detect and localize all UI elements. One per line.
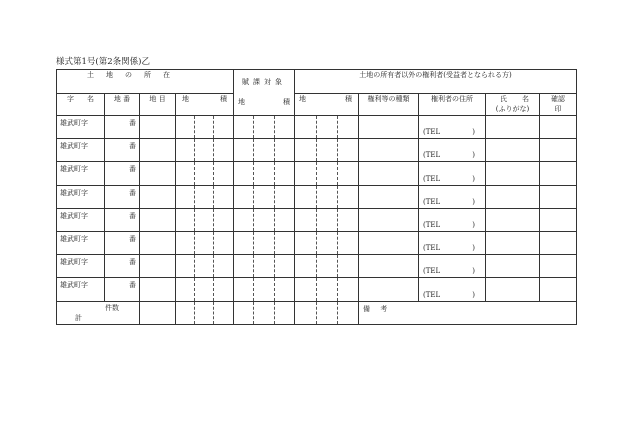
row-confirm[interactable] bbox=[540, 255, 577, 278]
row-name[interactable] bbox=[486, 162, 540, 185]
row-rh-area[interactable] bbox=[295, 231, 359, 254]
row-tel-open: (TEL bbox=[423, 128, 441, 137]
row-tel-open: (TEL bbox=[423, 151, 441, 160]
row-tel-close: ) bbox=[472, 128, 475, 137]
tax-target-sub-right: 積 bbox=[283, 98, 290, 106]
row-right-type[interactable] bbox=[359, 231, 419, 254]
remarks-label: 備 考 bbox=[363, 304, 392, 313]
col-rh-address: 権利者の住所 bbox=[419, 94, 486, 116]
row-rh-area[interactable] bbox=[295, 185, 359, 208]
row-tel-close: ) bbox=[472, 174, 475, 183]
totals-row bbox=[57, 301, 577, 324]
row-chimoku[interactable] bbox=[140, 278, 176, 301]
row-right-type[interactable] bbox=[359, 116, 419, 139]
row-tax-area[interactable] bbox=[234, 208, 295, 231]
row-area[interactable] bbox=[176, 116, 234, 139]
row-rh-area[interactable] bbox=[295, 208, 359, 231]
row-confirm[interactable] bbox=[540, 162, 577, 185]
tax-target-label: 賦課対象 bbox=[242, 78, 286, 86]
row-rh-area[interactable] bbox=[295, 162, 359, 185]
row-rh-area[interactable] bbox=[295, 139, 359, 162]
tax-target-sub-left: 地 bbox=[238, 98, 245, 106]
row-rh-area[interactable] bbox=[295, 116, 359, 139]
col-confirm bbox=[540, 94, 577, 116]
row-tel-close: ) bbox=[472, 244, 475, 253]
col-area-left: 地 bbox=[182, 95, 189, 103]
row-name[interactable] bbox=[486, 255, 540, 278]
row-tax-area[interactable] bbox=[234, 162, 295, 185]
row-aza[interactable]: 雄武町字 bbox=[60, 211, 88, 220]
table-row bbox=[57, 208, 577, 231]
row-chimoku[interactable] bbox=[140, 231, 176, 254]
col-name-furigana: (ふりがな) bbox=[495, 105, 530, 113]
col-aza-left: 字 bbox=[67, 95, 74, 103]
row-confirm[interactable] bbox=[540, 278, 577, 301]
row-aza[interactable]: 雄武町字 bbox=[60, 142, 88, 151]
row-rh-address[interactable] bbox=[419, 231, 486, 254]
col-chimoku: 地 目 bbox=[140, 94, 176, 116]
col-confirm-line2: 印 bbox=[554, 105, 562, 113]
col-rh-area-right: 積 bbox=[345, 95, 352, 103]
row-ban[interactable]: 番 bbox=[129, 281, 136, 290]
table-row bbox=[57, 139, 577, 162]
row-name[interactable] bbox=[486, 139, 540, 162]
row-area[interactable] bbox=[176, 139, 234, 162]
row-confirm[interactable] bbox=[540, 116, 577, 139]
col-name bbox=[486, 94, 540, 116]
row-rh-address[interactable] bbox=[419, 185, 486, 208]
row-tax-area[interactable] bbox=[234, 139, 295, 162]
row-right-type[interactable] bbox=[359, 255, 419, 278]
row-tel-open: (TEL bbox=[423, 267, 441, 276]
row-area[interactable] bbox=[176, 231, 234, 254]
table-row bbox=[57, 231, 577, 254]
row-area[interactable] bbox=[176, 208, 234, 231]
row-rh-area[interactable] bbox=[295, 278, 359, 301]
row-chimoku[interactable] bbox=[140, 116, 176, 139]
row-name[interactable] bbox=[486, 116, 540, 139]
row-right-type[interactable] bbox=[359, 185, 419, 208]
group-land-location bbox=[57, 70, 234, 94]
row-area[interactable] bbox=[176, 278, 234, 301]
col-aza bbox=[57, 94, 105, 116]
row-chimoku[interactable] bbox=[140, 208, 176, 231]
row-confirm[interactable] bbox=[540, 139, 577, 162]
row-ban[interactable]: 番 bbox=[129, 234, 136, 243]
row-ban[interactable]: 番 bbox=[129, 188, 136, 197]
row-area[interactable] bbox=[176, 255, 234, 278]
row-rh-address[interactable] bbox=[419, 116, 486, 139]
row-tel-open: (TEL bbox=[423, 174, 441, 183]
row-rh-address[interactable] bbox=[419, 278, 486, 301]
row-name[interactable] bbox=[486, 231, 540, 254]
row-chimoku[interactable] bbox=[140, 255, 176, 278]
row-chimoku[interactable] bbox=[140, 139, 176, 162]
table-row bbox=[57, 185, 577, 208]
row-tel-open: (TEL bbox=[423, 290, 441, 299]
row-name[interactable] bbox=[486, 185, 540, 208]
row-tel-close: ) bbox=[472, 151, 475, 160]
row-ban[interactable]: 番 bbox=[129, 258, 136, 267]
col-rh-area bbox=[295, 94, 359, 116]
remarks-cell[interactable] bbox=[359, 301, 577, 324]
row-tax-area[interactable] bbox=[234, 185, 295, 208]
row-ban[interactable]: 番 bbox=[129, 142, 136, 151]
total-tax-area[interactable] bbox=[234, 301, 295, 324]
form-caption: 様式第1号(第2条関係)乙 bbox=[56, 57, 150, 67]
row-rh-address[interactable] bbox=[419, 255, 486, 278]
row-aza[interactable]: 雄武町字 bbox=[60, 234, 88, 243]
row-tax-area[interactable] bbox=[234, 278, 295, 301]
row-area[interactable] bbox=[176, 185, 234, 208]
total-chimoku[interactable] bbox=[140, 301, 176, 324]
row-right-type[interactable] bbox=[359, 208, 419, 231]
col-name-right: 名 bbox=[522, 95, 529, 103]
row-tel-open: (TEL bbox=[423, 244, 441, 253]
row-chimoku[interactable] bbox=[140, 162, 176, 185]
row-aza[interactable]: 雄武町字 bbox=[60, 281, 88, 290]
table-row bbox=[57, 116, 577, 139]
count-label: 件数 bbox=[105, 303, 119, 312]
row-aza[interactable]: 雄武町字 bbox=[60, 188, 88, 197]
totals-label-cell bbox=[57, 301, 140, 324]
row-name[interactable] bbox=[486, 208, 540, 231]
table-row bbox=[57, 162, 577, 185]
row-ban[interactable]: 番 bbox=[129, 165, 136, 174]
total-label: 計 bbox=[75, 313, 82, 322]
row-aza[interactable]: 雄武町字 bbox=[60, 258, 88, 267]
land-rights-form-table bbox=[56, 69, 577, 325]
col-rh-area-left: 地 bbox=[299, 95, 306, 103]
table-row bbox=[57, 255, 577, 278]
row-tel-open: (TEL bbox=[423, 197, 441, 206]
row-tel-close: ) bbox=[472, 290, 475, 299]
row-right-type[interactable] bbox=[359, 139, 419, 162]
row-ban[interactable]: 番 bbox=[129, 211, 136, 220]
col-right-type: 権利等の種類 bbox=[359, 94, 419, 116]
table-row bbox=[57, 278, 577, 301]
row-chimoku[interactable] bbox=[140, 185, 176, 208]
row-area[interactable] bbox=[176, 162, 234, 185]
row-tax-area[interactable] bbox=[234, 231, 295, 254]
total-area[interactable] bbox=[176, 301, 234, 324]
group-rights-holder: 土地の所有者以外の権利者(受益者となられる方) bbox=[295, 70, 577, 94]
row-rh-area[interactable] bbox=[295, 255, 359, 278]
row-confirm[interactable] bbox=[540, 231, 577, 254]
row-tel-close: ) bbox=[472, 197, 475, 206]
col-chiban: 地 番 bbox=[105, 94, 140, 116]
row-right-type[interactable] bbox=[359, 162, 419, 185]
row-rh-address[interactable] bbox=[419, 208, 486, 231]
row-confirm[interactable] bbox=[540, 185, 577, 208]
row-rh-address[interactable] bbox=[419, 162, 486, 185]
row-rh-address[interactable] bbox=[419, 139, 486, 162]
row-tel-close: ) bbox=[472, 267, 475, 276]
total-rh-area[interactable] bbox=[295, 301, 359, 324]
row-right-type[interactable] bbox=[359, 278, 419, 301]
col-area bbox=[176, 94, 234, 116]
row-aza[interactable]: 雄武町字 bbox=[60, 119, 88, 127]
row-tax-area[interactable] bbox=[234, 116, 295, 139]
col-area-right: 積 bbox=[220, 95, 227, 103]
col-name-left: 氏 bbox=[500, 95, 507, 103]
row-tel-close: ) bbox=[472, 220, 475, 229]
col-aza-right: 名 bbox=[87, 95, 94, 103]
row-confirm[interactable] bbox=[540, 208, 577, 231]
row-aza[interactable]: 雄武町字 bbox=[60, 165, 88, 174]
row-tax-area[interactable] bbox=[234, 255, 295, 278]
row-name[interactable] bbox=[486, 278, 540, 301]
col-confirm-line1: 確認 bbox=[551, 95, 566, 103]
group-land-location-label: 土地の所在 bbox=[87, 71, 182, 79]
group-tax-target bbox=[234, 70, 295, 116]
row-tel-open: (TEL bbox=[423, 220, 441, 229]
row-ban[interactable]: 番 bbox=[129, 119, 136, 127]
